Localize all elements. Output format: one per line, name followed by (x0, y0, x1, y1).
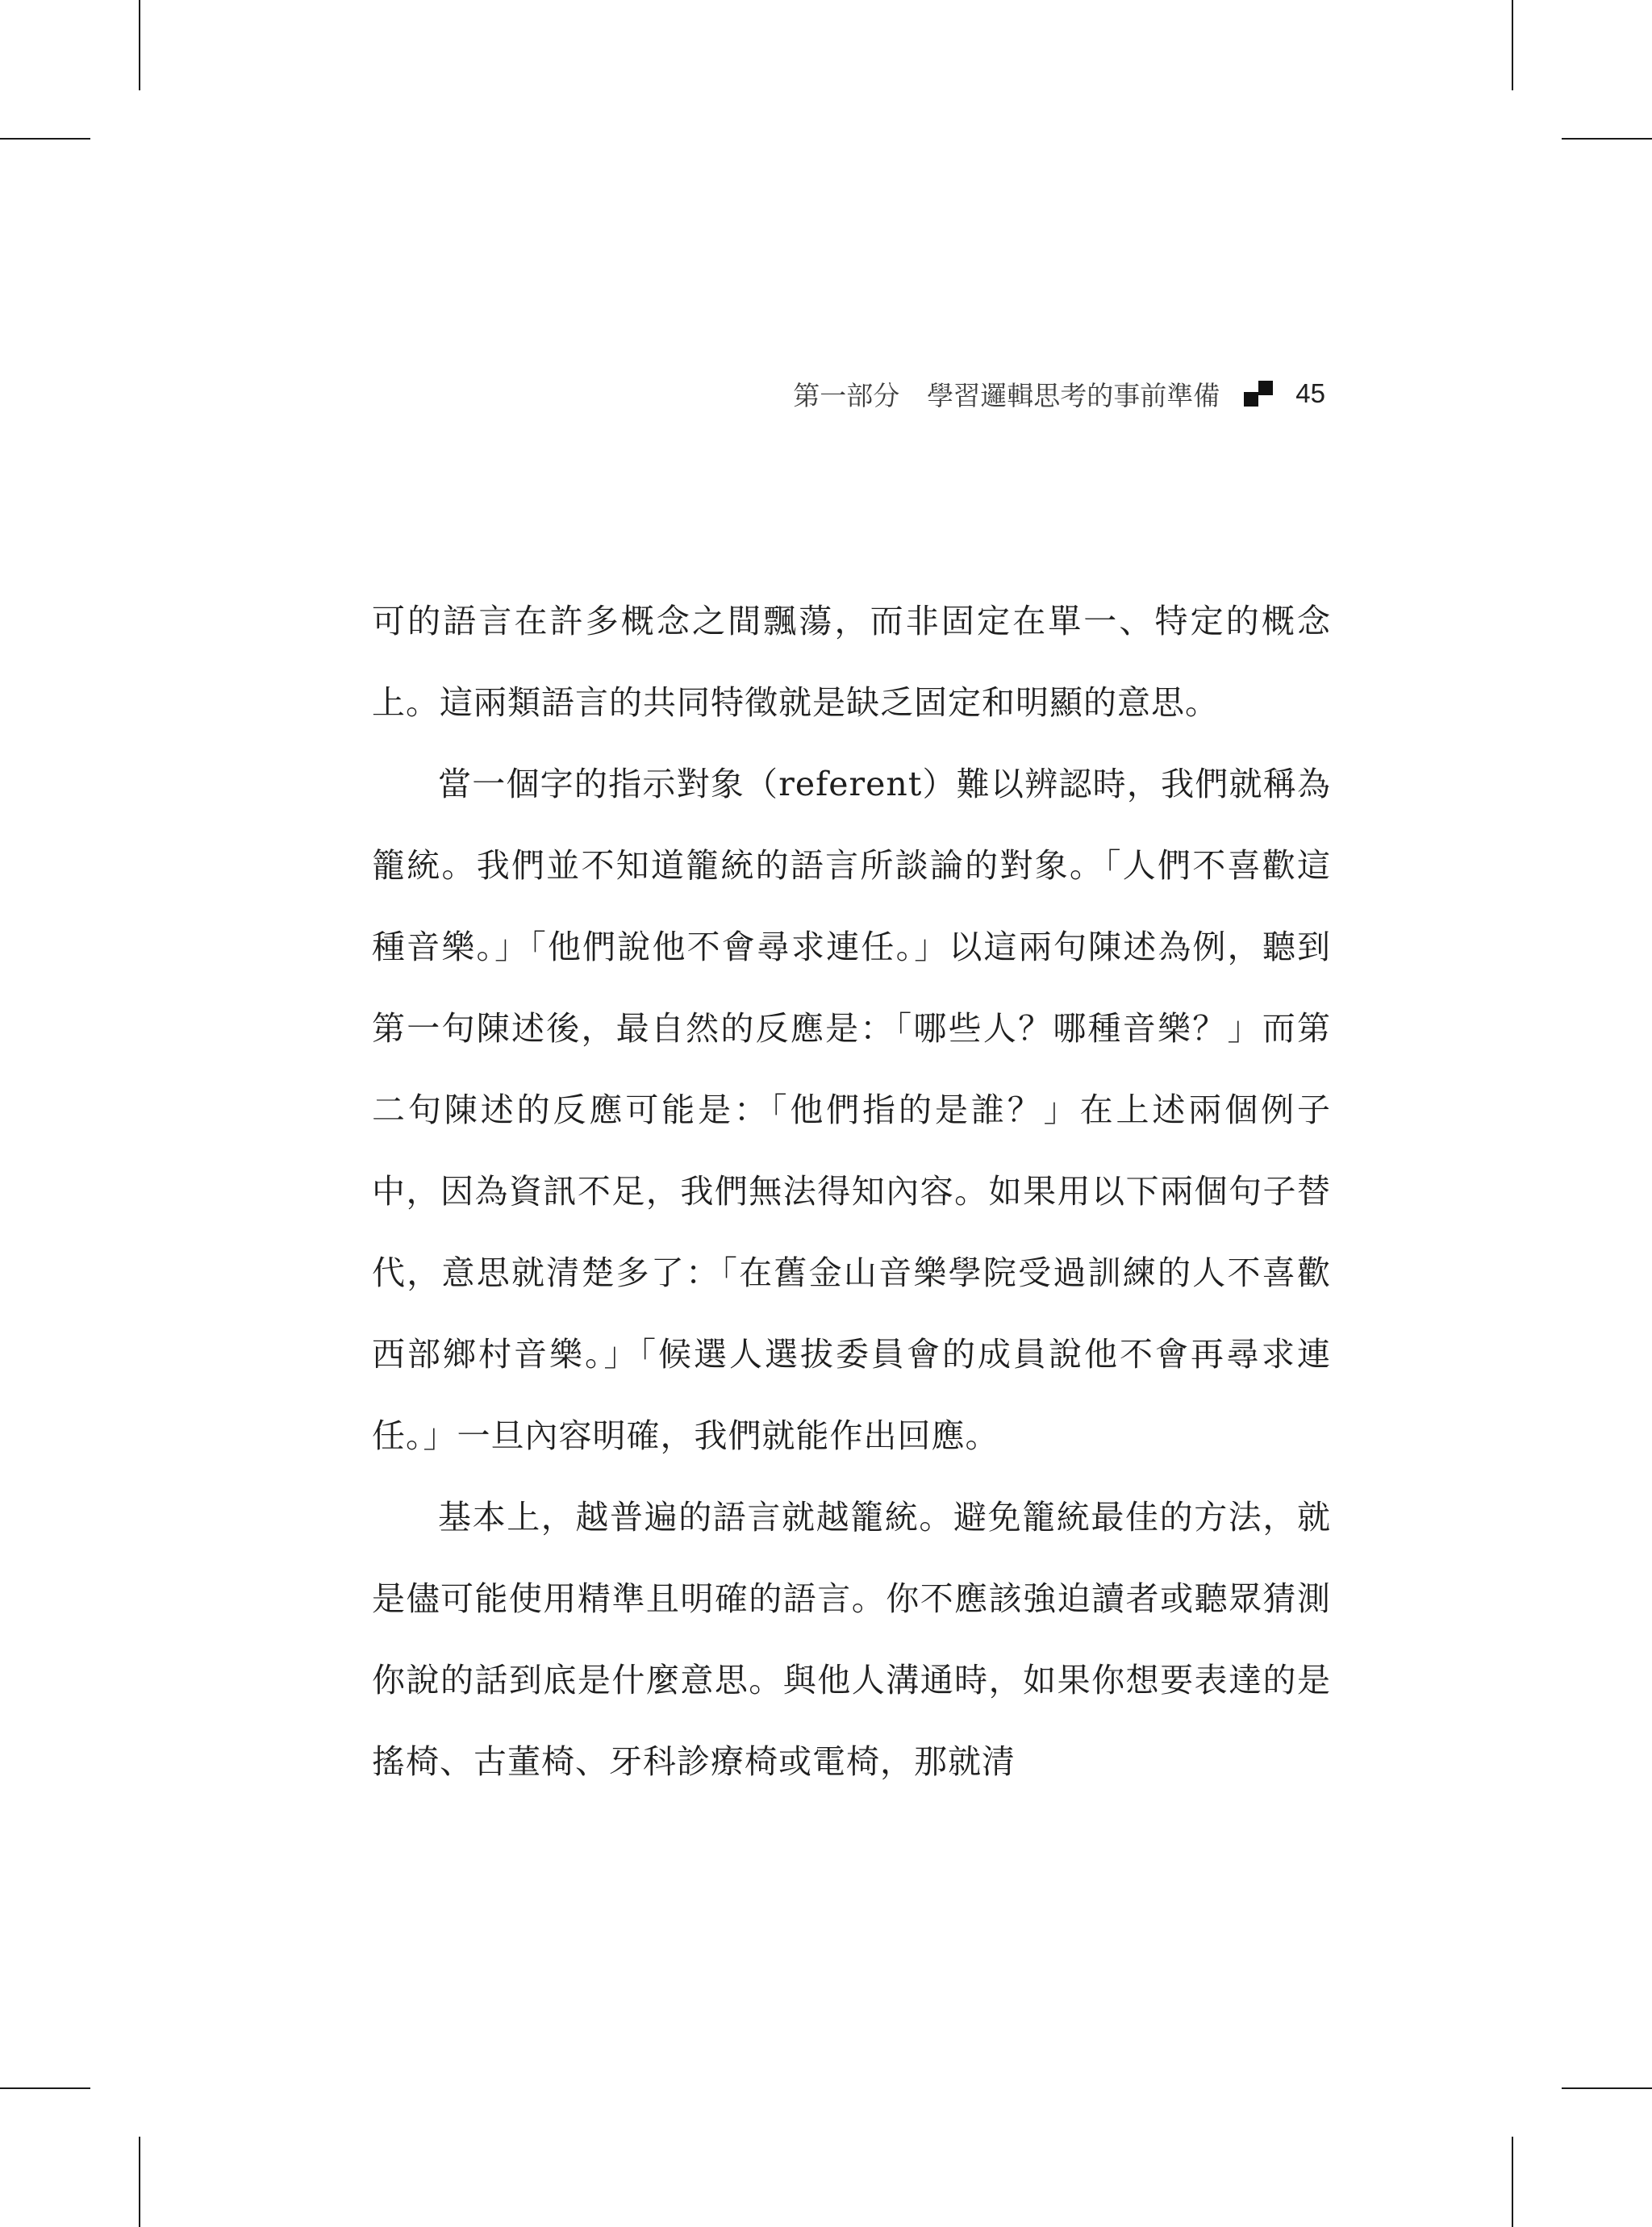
body-text (372, 581, 1331, 1803)
header-block-marker-icon (1244, 381, 1273, 407)
crop-mark-bottom-left-horizontal (0, 2087, 90, 2089)
page-number: 45 (1295, 378, 1325, 408)
paragraph: 基本上，越普遍的語言就越籠統。避免籠統最佳的方法，就是儘可能使用精準且明確的語言。你不應該強迫讀者或聽眾猜測你說的話到底是什麼意思。與他人溝通時，如果你想要表達的是搖椅、古董椅、牙科診療椅或電椅，那就清 (372, 1498, 1331, 1781)
crop-mark-bottom-right-horizontal (1562, 2087, 1652, 2089)
paragraph: 當一個字的指示對象（referent）難以辨認時，我們就稱為籠統。我們並不知道籠統的語言所談論的對象。「人們不喜歡這種音樂。」「他們說他不會尋求連任。」以這兩句陳述為例，聽到第一句陳述後，最自然的反應是：「哪些人？哪種音樂？」而第二句陳述的反應可能是：「他們指的是誰？」在上述兩個例子中，因為資訊不足，我們無法得知內容。如果用以下兩個句子替代，意思就清楚多了：「在舊金山音樂學院受過訓練的人不喜歡西部鄉村音樂。」「候選人選拔委員會的成員說他不會再尋求連任。」一旦內容明確，我們就能作出回應。 (372, 765, 1331, 1455)
crop-mark-top-right-horizontal (1562, 138, 1652, 140)
header-part-label: 第一部分 (793, 380, 900, 411)
crop-mark-bottom-left-vertical (139, 2137, 140, 2227)
crop-mark-bottom-right-vertical (1512, 2137, 1513, 2227)
paragraph-continued: 可的語言在許多概念之間飄蕩，而非固定在單一、特定的概念上。這兩類語言的共同特徵就是缺乏固定和明顯的意思。 (372, 602, 1331, 722)
crop-mark-top-left-horizontal (0, 138, 90, 140)
crop-mark-top-right-vertical (1512, 0, 1513, 90)
crop-mark-top-left-vertical (139, 0, 140, 90)
header-chapter-title: 學習邏輯思考的事前準備 (927, 380, 1220, 411)
running-header (793, 373, 1325, 415)
